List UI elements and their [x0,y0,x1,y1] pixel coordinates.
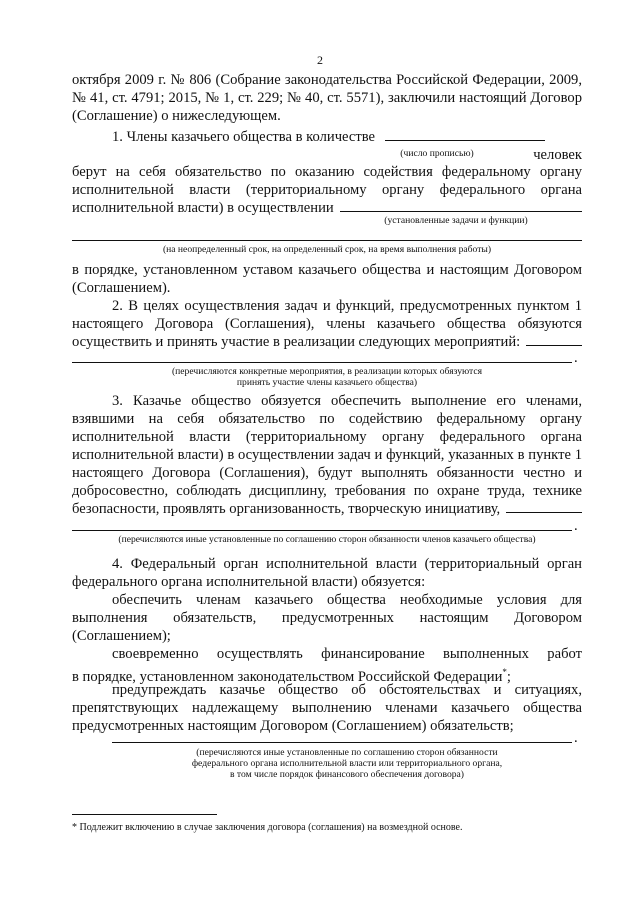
footnote-separator [72,814,217,815]
p3-caption: (перечисляются иные установленные по соглашению сторон обязанности членов казачьего общества) [118,534,536,545]
p2-caption-2: принять участие члены казачьего общества) [236,377,418,388]
p4-caption-1: (перечисляются иные установленные по соглашению сторон обязанности [196,747,498,758]
p4-line-10: предусмотренных настоящим Договором (Соглашением) обязательств; [72,718,514,734]
footnote: * Подлежит включению в случае заключения договора (соглашения) на возмездной основе. [72,822,463,833]
p4-line-2: федерального органа исполнительной власти) обязуется: [72,574,426,590]
p1-caption-count: (число прописью) [400,148,474,159]
page-number: 2 [317,53,323,67]
intro-line-2: № 41, ст. 4791; 2015, № 1, ст. 229; № 40, ст. 5571), заключили настоящий Договор [72,90,582,106]
p4-line-9: препятствующих надлежащему выполнению членами казачьего общества [72,700,582,716]
p2-line-1: 2. В целях осуществления задач и функций, предусмотренных пунктом 1 [112,298,582,314]
p3-line-4: исполнительной власти) в осуществлении задач и функций, указанных в пункте 1 [72,447,582,463]
p4-line-7-end: ; [506,668,511,685]
p2-line-4-period: . [574,350,578,366]
term-blank-line [72,240,582,241]
p2-line-3 [72,333,582,351]
p3-line-5: настоящего Договора (Соглашения), будут выполнять обязанности честно и [72,465,582,481]
p3-line-2: взявшими на себя обязательство по содействию федеральному органу [72,411,582,427]
p1-line-1-unit: человек [533,147,582,163]
activities-blank-1 [526,333,582,346]
duties-blank-1 [506,500,582,513]
p2-line-3-text: осуществить и принять участие в реализации следующих мероприятий: [72,334,521,350]
activities-blank-2 [72,362,572,363]
tasks-blank [340,199,582,212]
p4-line-11-period: . [574,730,578,746]
p4-line-4: выполнения обязательств, предусмотренных настоящим Договором [72,610,582,626]
p1-line-1 [112,128,582,164]
p3-line-6: добросовестно, соблюдать дисциплину, требования по охране труда, технике [72,483,582,499]
p3-line-7-text: безопасности, проявлять организованность, творческую инициативу, [72,501,501,517]
p1-line-3: исполнительной власти (территориальному органу федерального органа [72,182,582,198]
p3-line-1: 3. Казачье общество обязуется обеспечить выполнение его членами, [112,393,582,409]
p3-line-3: исполнительной власти (территориальному органу федерального органа [72,429,582,445]
p4-caption-2: федерального органа исполнительной власти или территориального органа, [191,758,503,769]
p1-line-1-text: 1. Члены казачьего общества в количестве [112,129,376,145]
p4-line-7-text: в порядке, установленном законодательством Российской Федерации [72,668,503,685]
obligations-blank [112,742,572,743]
intro-line-1: октября 2009 г. № 806 (Собрание законодательства Российской Федерации, 2009, [72,72,582,88]
p1-line-2: берут на себя обязательство по оказанию содействия федеральному органу [72,164,582,180]
p4-line-6: своевременно осуществлять финансирование выполненных работ [112,646,582,662]
p4-line-1: 4. Федеральный орган исполнительной власти (территориальный орган [112,556,582,572]
members-count-blank [385,128,545,141]
p2-caption-1: (перечисляются конкретные мероприятия, в реализации которых обязуются [171,366,483,377]
footnote-mark: * [502,667,507,677]
p1-line-4-text: исполнительной власти) в осуществлении [72,200,334,216]
p3-line-8-period: . [574,518,578,534]
p4-caption-3: в том числе порядок финансового обеспечения договора) [229,769,464,780]
p1-caption-tasks: (установленные задачи и функции) [384,215,528,226]
p4-line-8: предупреждать казачье общество об обстоятельствах и ситуациях, [112,682,582,698]
p2-line-2: настоящего Договора (Соглашения), члены казачьего общества обязуются [72,316,582,332]
p1-line-5: в порядке, установленном уставом казачьего общества и настоящим Договором [72,262,582,278]
duties-blank-2 [72,530,572,531]
p4-line-5: (Соглашением); [72,628,171,644]
intro-line-3: (Соглашение) о нижеследующем. [72,108,281,124]
p1-line-6: (Соглашением). [72,280,171,296]
p1-caption-term: (на неопределенный срок, на определенный срок, на время выполнения работы) [162,244,492,255]
p4-line-3: обеспечить членам казачьего общества необходимые условия для [112,592,582,608]
p3-line-7 [72,500,582,518]
